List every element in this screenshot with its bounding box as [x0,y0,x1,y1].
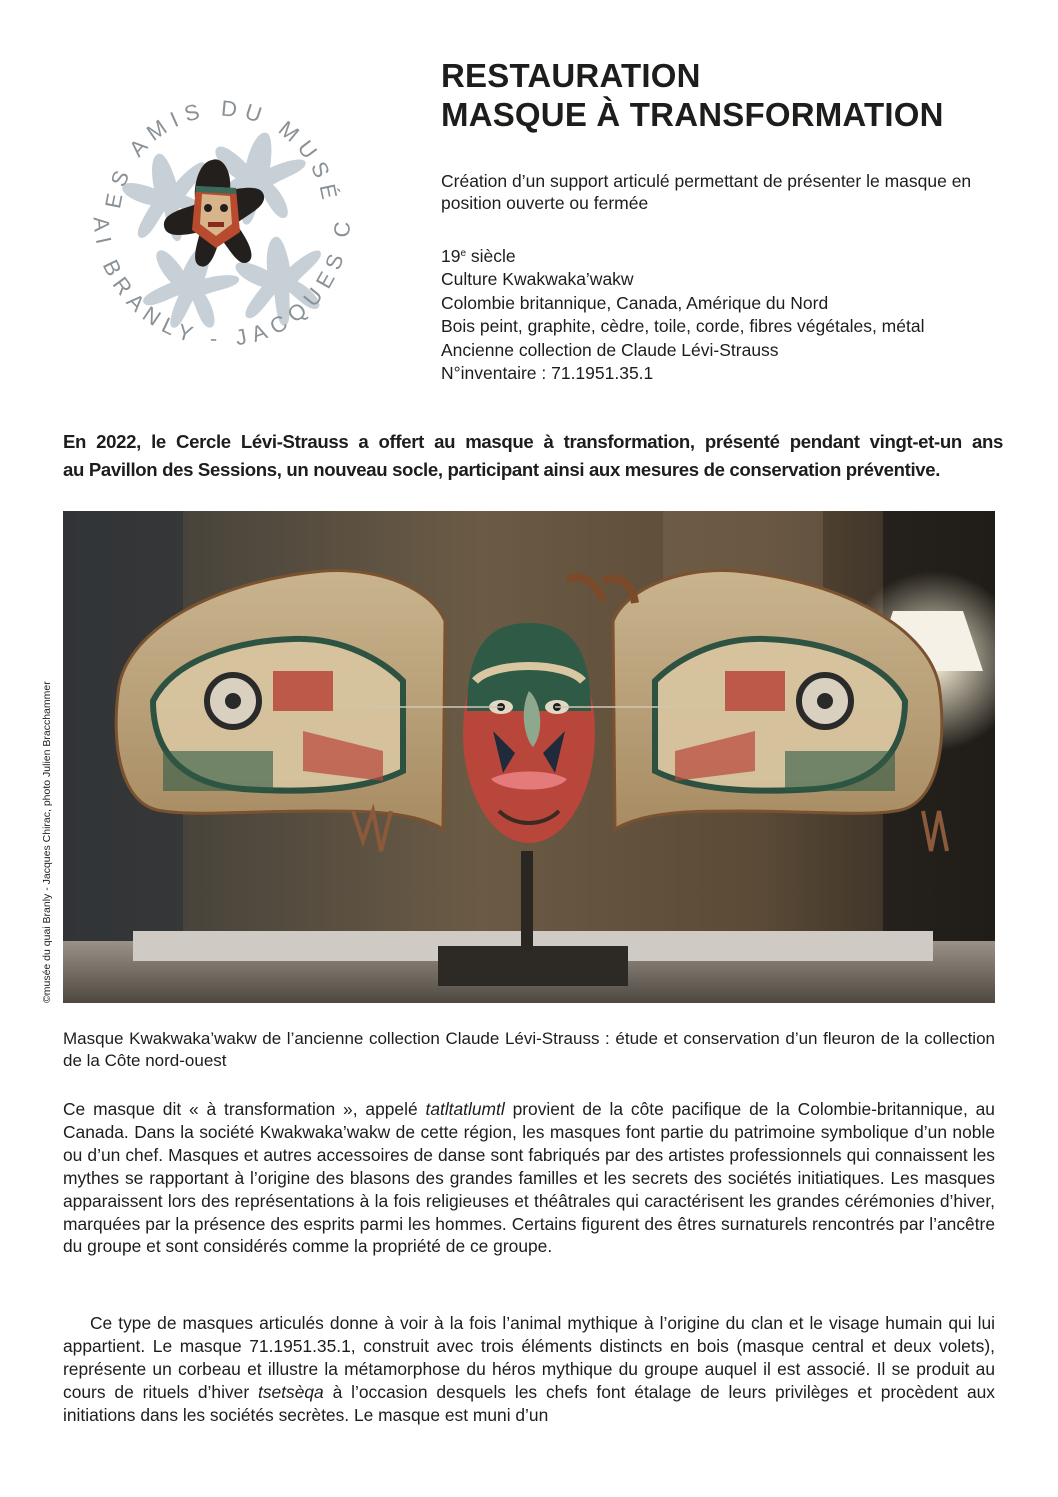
page-title [441,56,1021,134]
mask-photo [63,511,995,1003]
title-line-2: MASQUE À TRANSFORMATION [441,96,944,133]
object-facts [441,242,1041,385]
fact-location: Colombie britannique, Canada, Amérique du Nord [441,292,829,313]
subtitle: Création d’un support articulé permettant de présenter le masque en position ouverte ou fermée [441,171,972,213]
logo-ring-bottom-text: AI BRANLY - JACQUES C [88,213,356,352]
association-logo [62,58,382,378]
photo-credit: ©musée du quai Branly - Jacques Chirac, photo Julien Bracchammer [41,681,53,1003]
body-paragraph-2: Ce type de masques articulés donne à voir à la fois l’animal mythique à l’origine du clan et le visage humain qui lui appartient. Le masque 71.1951.35.1, construit avec trois éléments distincts en bois (masque central et deux volets), représente un corbeau et illustre la métamorphose du héros mythique du groupe auquel il est associé. Il se produit au cours de rituels d’hiver tsetsèqa à l’occasion desquels les chefs font étalage de leurs privilèges et procèdent aux initiations dans les sociétés secrètes. Le masque est muni d’un [63,1313,995,1425]
fact-century: 19e siècle [441,246,516,266]
fact-inventory: N°inventaire : 71.1951.35.1 [441,363,654,384]
fact-culture: Culture Kwakwaka’wakw [441,269,634,290]
title-line-1: RESTAURATION [441,57,701,94]
fact-collection: Ancienne collection de Claude Lévi-Strauss [441,339,779,360]
term-tatltatlumtl: tatltatlumtl [425,1099,505,1119]
intro-paragraph [63,428,1003,484]
term-tsetseqa: tsetsèqa [257,1381,324,1402]
intro-line-1: En 2022, le Cercle Lévi-Strauss a offert au masque à transformation, présenté pendant vingt-et-un ans [63,431,1003,452]
logo-graphic [62,58,382,378]
body-paragraph-1: Ce masque dit « à transformation », appelé tatltatlumtl provient de la côte pacifique de la Colombie-britannique, au Canada. Dans la société Kwakwaka’wakw de cette région, les masques font partie du patrimoine symbolique d’un noble ou d’un chef. Masques et autres accessoires de danse sont fabriqués par des artistes professionnels qui connaissent les mythes se rapportant à l’origine des blasons des grandes familles et les secrets des sociétés initiatiques. Les masques apparaissent lors des représentations à la fois religieuses et théâtrales qui caractérisent les grandes cérémonies d’hiver, marquées par la présence des esprits parmi les hommes. Certains figurent des êtres surnaturels rencontrés par l’ancêtre du groupe et sont considérés comme la propriété de ce groupe. [63,1099,995,1257]
mask-photo-graphic [63,511,995,1003]
photo-caption: Masque Kwakwaka’wakw de l’ancienne collection Claude Lévi-Strauss : étude et conservation d’un fleuron de la collection de la Côte nord-ouest [63,1029,995,1070]
intro-line-2: au Pavillon des Sessions, un nouveau socle, participant ainsi aux mesures de conservation préventive. [63,459,941,480]
logo-ring-top-text: ES AMIS DU MUSÉ [100,95,344,211]
fact-materials: Bois peint, graphite, cèdre, toile, corde, fibres végétales, métal [441,316,925,337]
